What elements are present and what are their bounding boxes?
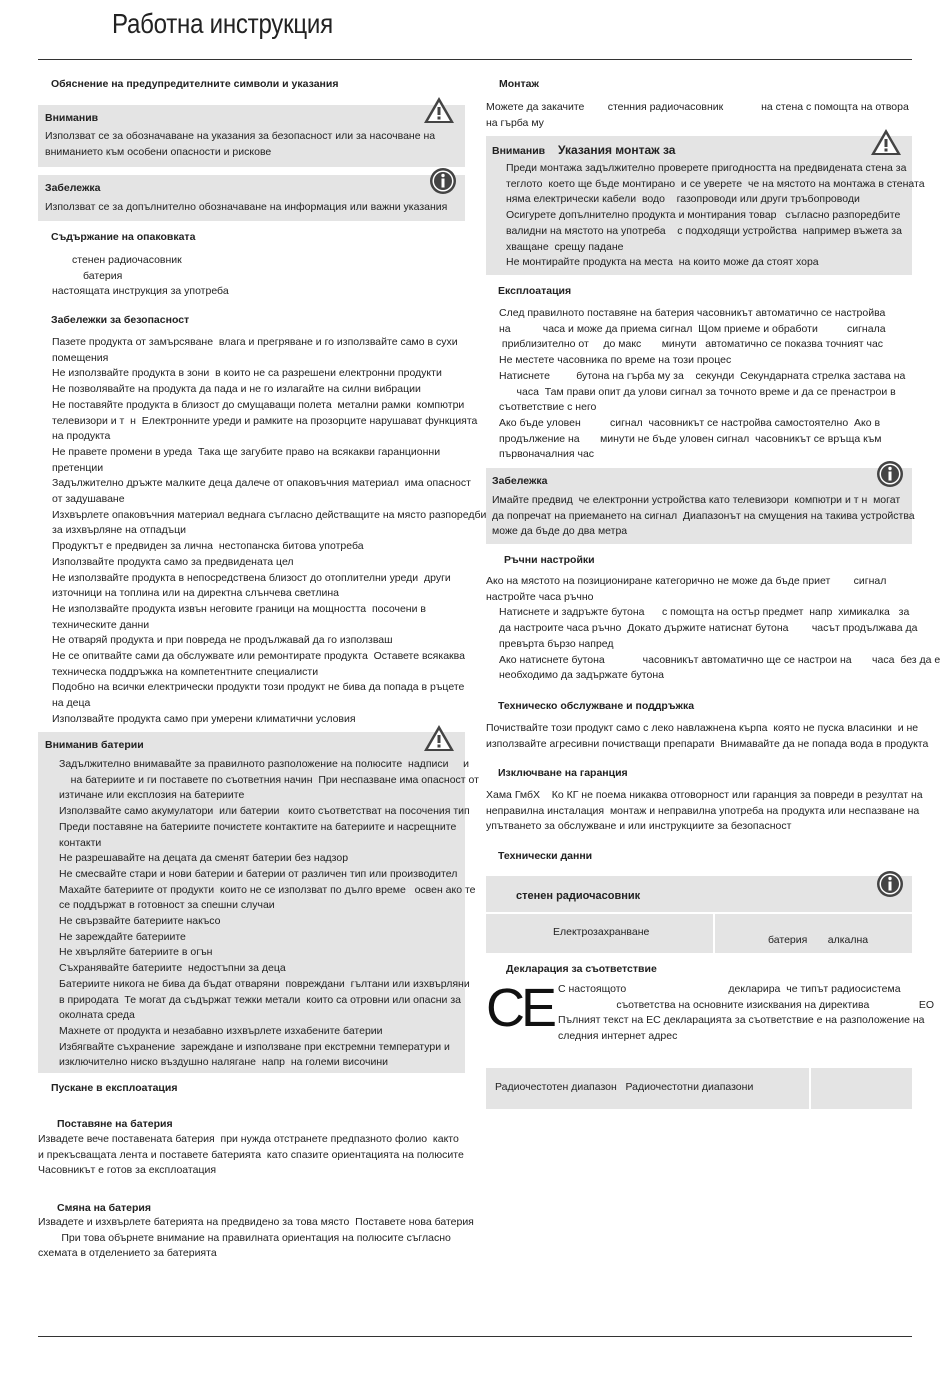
tech-table-title: стенен радиочасовник (516, 890, 641, 902)
text-line: валидни на мястото на употреба с подходящи устройства например въжета за (506, 224, 902, 237)
text-line: превърта бързо напред (499, 637, 614, 650)
page-title: Работна инструкция (112, 8, 333, 39)
text-line: Батериите никога не бива да бъдат отваряни повреждани гълтани или изхвърляни (59, 977, 470, 990)
text-line: Не смесвайте стари и нови батерии и батерии от различен тип или производител (59, 867, 458, 880)
text-line: Не хвърляйте батериите в огън (59, 946, 213, 959)
text-line: източници на топлина или на директна слънчева светлина (52, 587, 339, 600)
text-line: Не монтирайте продукта на места на които може да стоят хора (506, 256, 819, 269)
tech-table-label-cell: Електрозахранване (486, 914, 713, 953)
text-line: да настроите часа ръчно Докато държите натиснат бутона часът продължава да (499, 622, 918, 635)
mount-text (486, 100, 909, 131)
text-line: изключително ниско въздушно налягане напр на големи височини (59, 1056, 388, 1069)
text-line: и прекъсващата лента и поставете батерията като спазите ориентацията на полюсите (38, 1148, 464, 1161)
battery-warning-title: Вниманив батерии (45, 739, 144, 751)
tech-table-value-cell: батерия алкална (715, 914, 912, 953)
text-line: Подобно на всички електрически продукти този продукт не бива да попада в ръцете (52, 681, 465, 694)
text-line: следния интернет адрес (558, 1030, 678, 1043)
ce-mark-logo: CE (486, 978, 554, 1038)
text-line: Ако натиснете бутона часовникът автоматично ще се настрои на часа без да е (499, 653, 941, 666)
text-line: вниманието към особени опасности и рискове (45, 145, 272, 158)
text-line: Махайте батериите от продукти които не се използват по дълго време освен ако те (59, 883, 476, 896)
text-line: на гърба му (486, 116, 544, 129)
text-line: При това обърнете внимание на правилната ориентация на полюсите съгласно (38, 1231, 451, 1244)
text-line: часа Там прави опит да улови сигнал за точното време и да се пренастрои в (499, 385, 896, 398)
replace-heading: Смяна на батерия (57, 1202, 151, 1214)
text-line: схемата в отделението за батерията (38, 1247, 217, 1260)
text-line: Почиствайте този продукт само с леко навлажнена кърпа която не пуска власинки и не (486, 722, 919, 734)
text-line: настройте часа ръчно (486, 590, 594, 603)
frequency-label: Радиочестотен диапазон Радиочестотни диапазони (495, 1081, 754, 1093)
mount-warning-box (486, 136, 925, 275)
warranty-text (486, 788, 923, 835)
text-line: необходимо да задържате бутона (499, 669, 664, 682)
text-line: приблизително от до макс минути автоматично се показва точният час (499, 338, 884, 351)
text-line: на деца (52, 697, 91, 710)
text-line: неправилна инсталация монтаж и неправилна употреба на продукта или неспазване на (486, 804, 920, 817)
text-line: Преди монтажа задължително проверете пригодността на предвидената стена за (506, 162, 907, 174)
operation-heading: Експлоатация (498, 285, 572, 297)
safety-list (52, 335, 487, 728)
text-line: Осигурете допълнително продукта и монтирания товар съгласно разпоредбите (506, 209, 901, 222)
tech-table-row (486, 914, 912, 953)
text-line: помещения (52, 351, 109, 364)
text-line: на продукта (52, 430, 111, 443)
package-item: стенен радиочасовник (72, 254, 182, 266)
text-line: Хама ГмбХ Ко КГ не поема никаква отговорност или гаранция за повреди в резултат на (486, 789, 923, 801)
battery-warning-text (59, 757, 479, 1071)
insert-heading: Поставяне на батерия (57, 1118, 173, 1130)
maintenance-text (486, 721, 928, 752)
text-line: упътването за обслужване и или инструкциите за безопасност (486, 820, 792, 833)
declaration-text (558, 982, 934, 1045)
text-line: хващане срещу падане (506, 240, 624, 253)
text-line: може да бъде до два метра (492, 525, 628, 538)
symbols-heading: Обяснение на предупредителните символи и указания (51, 78, 339, 90)
manual-text (486, 574, 940, 684)
text-line: Задължително внимавайте за правилното разположение на полюсите надписи и (59, 758, 469, 770)
text-line: Съхранявайте батериите недостъпни за деца (59, 962, 286, 975)
tech-table-title-row (486, 876, 912, 912)
text-line: продължение на минути не бъде уловен сигнал часовникът се връща към (499, 432, 882, 445)
text-line: теглото което ще бъде монтирано и се уверете че на мястото на монтажа в стената (506, 177, 925, 190)
note-box-text (45, 200, 447, 216)
warning-triangle-icon (423, 96, 455, 124)
text-line: от задушаване (52, 493, 125, 506)
battery-warning-box (38, 732, 479, 1073)
text-line: Не се опитвайте сами да обслужвате или ремонтирате продукта Оставете всякаква (52, 650, 465, 663)
frequency-value-cell (811, 1068, 912, 1109)
text-line: Натиснете бутона на гърба му за секунди Секундарната стрелка застава на (499, 369, 906, 382)
declaration-heading: Декларация за съответствие (506, 963, 657, 975)
warning-box (38, 105, 465, 167)
text-line: Не поставяйте продукта в близост до смущаващи полета метални рамки компютри (52, 398, 465, 411)
note-title: Забележка (492, 475, 548, 487)
note-box-right (486, 468, 915, 544)
text-line: Използват се за обозначаване на указания за безопасност или за насочване на (45, 130, 436, 142)
text-line: да попречат на приемането на сигнал Диапазонът на смущения на такива устройства (492, 509, 915, 522)
replace-text (38, 1215, 474, 1262)
text-line: Не използвайте продукта извън неговите граници на мощността посочени в (52, 602, 426, 615)
text-line: Часовникът е готов за експлоатация (38, 1164, 217, 1177)
text-line: телевизори и т н Електронните уреди и рамките на прозорците нарушават функцията (52, 414, 478, 427)
text-line: контакти (59, 836, 102, 849)
text-line: Не правете промени в уреда Така ще загубите право на всякакви гаранционни (52, 445, 441, 458)
text-line: околната среда (59, 1009, 135, 1022)
note-title: Забележка (45, 182, 101, 194)
top-rule (38, 59, 912, 60)
text-line: в природата Те могат да съдържат тежки метали които са отровни или опасни за (59, 993, 461, 1006)
text-line: на часа и може да приема сигнал Щом приеме и обработи сигнала (499, 322, 886, 335)
text-line: Не разрешавайте на децата да сменят батерии без надзор (59, 852, 349, 865)
text-line: След правилното поставяне на батерия часовникът автоматично се настройва (499, 307, 886, 319)
text-line: Не използвайте продукта в непосредствена близост до отоплителни уреди други (52, 571, 451, 584)
warning-box-text (45, 129, 435, 160)
text-line: на батериите и ги поставете по съответния начин При неспазване има опасност от (59, 773, 479, 786)
text-line: Използват се за допълнително обозначаване на информация или важни указания (45, 201, 448, 213)
warning-title: Вниманив (45, 112, 99, 124)
mount-heading: Монтаж (499, 78, 539, 90)
bottom-rule (38, 1336, 912, 1337)
text-line: Продуктът е предвиден за лична нестопанска битова употреба (52, 540, 364, 553)
text-line: съответствие с него (499, 401, 597, 414)
text-line: Изхвърлете опаковъчния материал веднага съгласно действащите на място разпоредби (52, 508, 487, 521)
warning-triangle-icon (423, 724, 455, 752)
text-line: Не свързвайте батериите накъсо (59, 915, 221, 928)
text-line: Задължително дръжте малките деца далече от опаковъчния материал има опасност (52, 477, 471, 490)
text-line: Преди поставяне на батериите почистете контактите на батериите и насрещните (59, 820, 457, 833)
note-box (38, 175, 465, 221)
mount-warning-text (506, 161, 925, 271)
text-line: Използвайте само акумулатори или батерии които съответстват на посочения тип (59, 805, 470, 818)
safety-heading: Забележки за безопасност (51, 314, 190, 326)
info-icon (429, 167, 457, 195)
text-line: първоначалния час (499, 448, 595, 461)
text-line: няма електрически кабели водо газопроводи или други тръбопроводи (506, 193, 860, 206)
frequency-row (486, 1068, 912, 1109)
note-box-text (492, 493, 915, 540)
startup-heading: Пускане в експлоатация (51, 1082, 178, 1094)
text-line: Ако на мястото на позициониране категорично не може да бъде приет сигнал (486, 575, 887, 587)
mount-warning-title: Вниманив Указания монтаж за (492, 143, 676, 157)
manual-heading: Ръчни настройки (504, 554, 595, 566)
text-line: Използвайте продукта само при умерени климатични условия (52, 712, 356, 725)
text-line: Извадете вече поставената батерия при нужда отстранете предпазното фолио както (38, 1133, 459, 1145)
package-list (52, 253, 229, 300)
text-line: Можете да закачите стенния радиочасовник на стена с помощта на отвора (486, 101, 909, 113)
text-line: Не местете часовника по време на този процес (499, 354, 732, 367)
info-icon (876, 460, 904, 488)
text-line: Не използвайте продукта в зони в които не са разрешени електронни продукти (52, 367, 442, 380)
insert-text (38, 1132, 464, 1179)
text-line: техническа поддръжка на компетентните специалисти (52, 665, 319, 678)
text-line: съответства на основните изисквания на директива ЕО (558, 998, 935, 1011)
maintenance-heading: Техническо обслужване и поддръжка (498, 700, 695, 712)
package-item: батерия (83, 269, 123, 282)
text-line: Пазете продукта от замърсяване влага и прегряване и го използвайте само в сухи (52, 336, 458, 348)
text-line: Натиснете и задръжте бутона с помощта на остър предмет напр химикалка за (499, 606, 910, 619)
text-line: претенции (52, 461, 104, 474)
text-line: техническите данни (52, 618, 150, 631)
text-line: използвайте агресивни почистващи препарати Внимавайте да не попада вода в продукта (486, 737, 929, 750)
text-line: се поддържат в готовност за спешни случаи (59, 899, 275, 912)
text-line: Не отваряй продукта и при повреда не продължавай да го използваш (52, 634, 393, 647)
text-line: изтичане или експлозия на батериите (59, 789, 245, 802)
text-line: Не зареждайте батериите (59, 930, 186, 943)
text-line: за изхвърляне на отпадъци (52, 524, 186, 537)
text-line: Използвайте продукта само за предвидената цел (52, 555, 294, 568)
text-line: Пълният текст на ЕС декларацията за съответствие е на разположение на (558, 1014, 925, 1027)
text-line: Махнете от продукта и незабавно изхвърлете изхабените батерии (59, 1024, 383, 1037)
info-icon (876, 870, 904, 898)
package-item: настоящата инструкция за употреба (52, 285, 229, 298)
text-line: Имайте предвид че електронни устройства като телевизори компютри и т н могат (492, 494, 901, 506)
tech-heading: Технически данни (498, 850, 593, 862)
text-line: Не позволявайте на продукта да пада и не го излагайте на силни вибрации (52, 383, 421, 396)
warning-triangle-icon (870, 128, 902, 156)
text-line: Извадете и изхвърлете батерията на предвидено за това място Поставете нова батерия (38, 1216, 474, 1228)
warranty-heading: Изключване на гаранция (498, 767, 628, 779)
text-line: Избягвайте съхранение зареждане и използване при екстремни температури и (59, 1040, 450, 1053)
text-line: Ако бъде уловен сигнал часовникът се настройва самостоятелно Ако в (499, 416, 881, 429)
package-heading: Съдържание на опаковката (51, 231, 196, 243)
operation-text (499, 306, 905, 463)
text-line: С настоящото декларира че типът радиосистема (558, 983, 901, 995)
